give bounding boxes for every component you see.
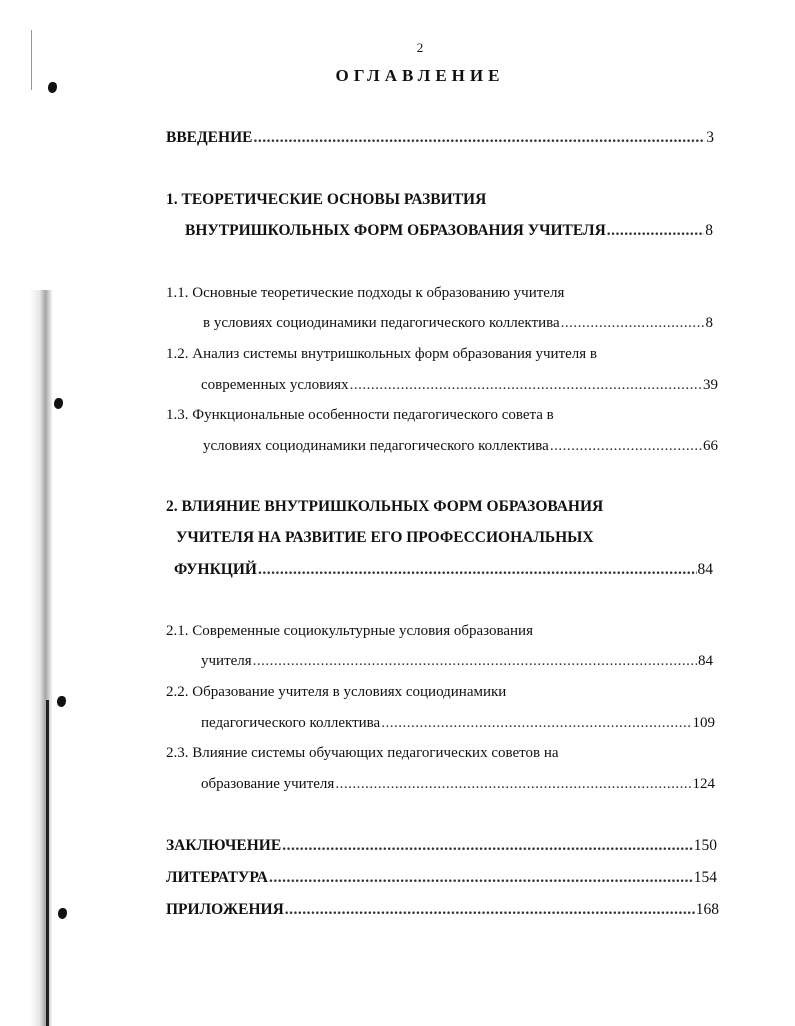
toc-entry-conclusion xyxy=(166,837,717,855)
toc-entry-page: 84 xyxy=(697,561,713,578)
toc-entry-page: 154 xyxy=(693,869,717,886)
toc-entry-label: ЗАКЛЮЧЕНИЕ xyxy=(166,837,282,854)
toc-section-2-1 xyxy=(201,653,713,670)
toc-entry-label: ПРИЛОЖЕНИЯ xyxy=(166,901,284,918)
toc-leader-dots xyxy=(381,715,691,732)
toc-entry-label: образование учителя xyxy=(201,776,335,792)
toc-entry-literature xyxy=(166,869,717,887)
toc-chapter-2-title-cont: УЧИТЕЛЯ НА РАЗВИТИЕ ЕГО ПРОФЕССИОНАЛЬНЫХ xyxy=(176,529,594,546)
toc-section-2-2 xyxy=(201,715,715,732)
toc-section-2-3 xyxy=(201,776,715,793)
toc-entry-page: 39 xyxy=(703,377,718,393)
toc-leader-dots xyxy=(561,315,705,332)
toc-entry-page: 124 xyxy=(692,776,715,792)
toc-leader-dots xyxy=(335,776,691,793)
punch-hole-mark xyxy=(58,908,67,919)
toc-entry-page: 3 xyxy=(706,129,714,146)
toc-chapter-1-title: 1. ТЕОРЕТИЧЕСКИЕ ОСНОВЫ РАЗВИТИЯ xyxy=(166,191,487,208)
toc-section-2-2-title: 2.2. Образование учителя в условиях социодинамики xyxy=(166,684,507,700)
toc-entry-page: 84 xyxy=(698,653,713,669)
toc-leader-dots xyxy=(285,901,695,919)
punch-hole-mark xyxy=(54,398,63,409)
toc-leader-dots xyxy=(350,377,702,394)
toc-entry-page: 66 xyxy=(703,438,718,454)
toc-leader-dots xyxy=(282,837,693,855)
toc-section-2-1-title: 2.1. Современные социокультурные условия образования xyxy=(166,623,533,639)
toc-entry-label: ФУНКЦИЙ xyxy=(174,561,257,578)
toc-leader-dots xyxy=(607,222,704,240)
toc-entry-page: 8 xyxy=(705,315,713,331)
toc-chapter-1 xyxy=(185,222,713,240)
toc-entry-page: 8 xyxy=(705,222,713,239)
toc-entry-label: учителя xyxy=(201,653,252,669)
toc-leader-dots xyxy=(269,869,693,887)
toc-entry-page: 150 xyxy=(693,837,717,854)
toc-section-1-2-title: 1.2. Анализ системы внутришкольных форм образования учителя в xyxy=(166,346,598,362)
toc-section-1-3 xyxy=(203,438,718,455)
toc-chapter-2 xyxy=(174,561,713,579)
toc-entry-label: условиях социодинамики педагогического коллектива xyxy=(203,438,549,454)
toc-section-1-1 xyxy=(203,315,713,332)
toc-section-1-3-title: 1.3. Функциональные особенности педагогического совета в xyxy=(166,407,554,423)
page-number: 2 xyxy=(416,40,424,55)
toc-leader-dots xyxy=(253,653,697,670)
toc-entry-label: в условиях социодинамики педагогического коллектива xyxy=(203,315,560,331)
toc-section-1-2 xyxy=(201,377,718,394)
toc-entry-page: 109 xyxy=(692,715,715,731)
scan-binding-line xyxy=(46,700,49,1026)
toc-entry-label: современных условиях xyxy=(201,377,349,393)
toc-entry-label: ВВЕДЕНИЕ xyxy=(166,129,253,146)
toc-entry-intro xyxy=(166,129,714,147)
toc-chapter-2-title: 2. ВЛИЯНИЕ ВНУТРИШКОЛЬНЫХ ФОРМ ОБРАЗОВАНИЯ xyxy=(166,498,604,515)
toc-leader-dots xyxy=(253,129,705,147)
toc-entry-label: ВНУТРИШКОЛЬНЫХ ФОРМ ОБРАЗОВАНИЯ УЧИТЕЛЯ xyxy=(185,222,606,239)
toc-entry-appendix xyxy=(166,901,719,919)
page-title: ОГЛАВЛЕНИЕ xyxy=(335,66,505,85)
toc-leader-dots xyxy=(258,561,697,579)
toc-section-2-3-title: 2.3. Влияние системы обучающих педагогических советов на xyxy=(166,745,559,761)
toc-entry-label: педагогического коллектива xyxy=(201,715,381,731)
toc-entry-page: 168 xyxy=(695,901,719,918)
toc-entry-label: ЛИТЕРАТУРА xyxy=(166,869,268,886)
punch-hole-mark xyxy=(57,696,66,707)
toc-section-1-1-title: 1.1. Основные теоретические подходы к образованию учителя xyxy=(166,285,565,301)
toc-leader-dots xyxy=(550,438,702,455)
